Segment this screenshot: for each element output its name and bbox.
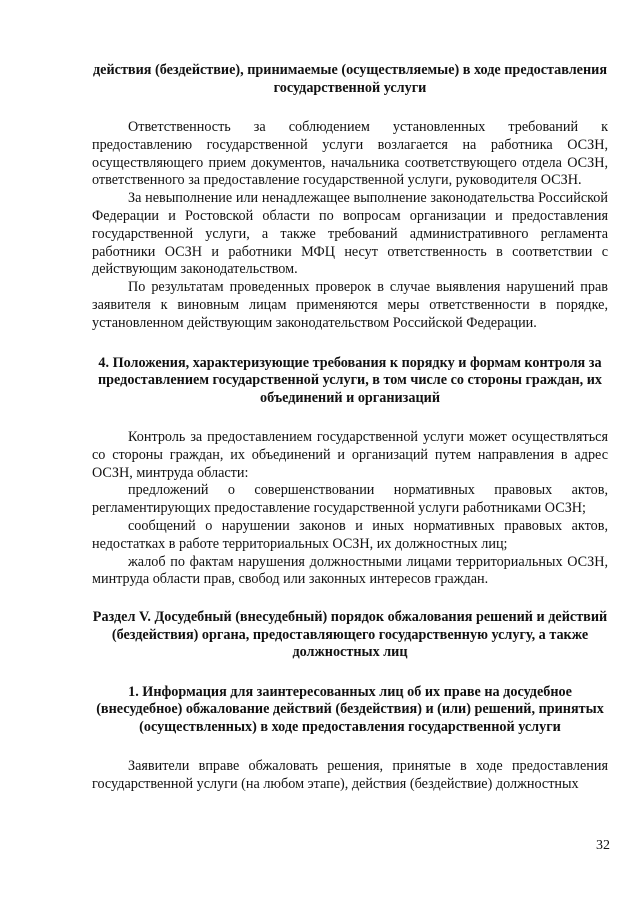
section-heading-4: 4. Положения, характеризующие требования к порядку и формам контроля за предоставлением государственной услуги, в том числе со стороны граждан, их объединений и организаций — [97, 354, 603, 406]
page-number: 32 — [596, 838, 610, 853]
paragraph-reports: сообщений о нарушении законов и иных нормативных правовых актов, недостатках в работе территориальных ОСЗН, их должностных лиц; — [92, 518, 608, 552]
section-heading-1: 1. Информация для заинтересованных лиц об их праве на досудебное (внесудебное) обжалование действий (бездействия) и (или) решений, принятых (осуществленных) в ходе предоставления государственной услуги — [96, 683, 604, 735]
section-heading-part5: Раздел V. Досудебный (внесудебный) порядок обжалования решений и действий (бездействия) органа, предоставляющего государственную услугу, а также должностных лиц — [92, 609, 608, 661]
paragraph-proposals: предложений о совершенствовании нормативных правовых актов, регламентирующих предоставление государственной услуги работниками ОСЗН; — [92, 482, 608, 517]
document-page — [92, 62, 608, 794]
paragraph-violation: За невыполнение или ненадлежащее выполнение законодательства Российской Федерации и Ростовской области по вопросам организации и предоставления государственной услуги, а также требований административного регламента работники ОСЗН и работники МФЦ несут ответственность в соответствии с действующим законодательством. — [92, 190, 608, 278]
paragraph-responsibility: Ответственность за соблюдением установленных требований к предоставлению государственной услуги возлагается на работника ОСЗН, осуществляющего прием документов, начальника соответствующего отдела ОСЗН, ответственного за предоставление государственной услуги, руководителя ОСЗН. — [92, 119, 608, 189]
paragraph-inspection-results: По результатам проведенных проверок в случае выявления нарушений прав заявителя к виновным лицам применяются меры ответственности в порядке, установленном действующим законодательством Российской Федерации. — [92, 279, 608, 331]
section-heading-top: действия (бездействие), принимаемые (осуществляемые) в ходе предоставления государственной услуги — [93, 62, 607, 96]
paragraph-appeal: Заявители вправе обжаловать решения, принятые в ходе предоставления государственной услуги (на любом этапе), действия (бездействие) должностных — [92, 758, 608, 793]
paragraph-complaints: жалоб по фактам нарушения должностными лицами территориальных ОСЗН, минтруда области прав, свобод или законных интересов граждан. — [92, 553, 608, 588]
paragraph-control: Контроль за предоставлением государственной услуги может осуществляться со стороны граждан, их объединений и организаций путем направления в адрес ОСЗН, минтруда области: — [92, 429, 608, 481]
